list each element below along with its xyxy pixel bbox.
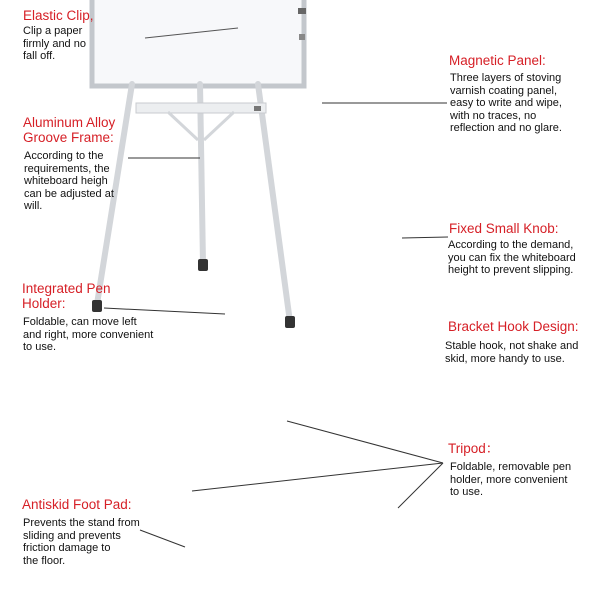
magnetic-panel-title: Magnetic Panel: <box>449 53 546 68</box>
description-line: friction damage to <box>23 542 111 554</box>
description-line: whiteboard heigh <box>24 175 108 187</box>
leader-line-fixed-knob <box>402 237 448 238</box>
leader-line-tripod-a <box>287 421 443 463</box>
description-line: the floor. <box>23 554 66 567</box>
leader-line-pen-holder <box>104 308 225 314</box>
description-line: According to the demand, <box>448 239 574 251</box>
title-line: Aluminum Alloy <box>23 115 116 130</box>
description-line: firmly and no <box>23 37 86 50</box>
tripod-title: Tripod： <box>448 441 500 456</box>
description-line: holder, more convenient <box>450 473 568 486</box>
title-line: Integrated Pen <box>22 281 111 296</box>
description-line: varnish coating panel, <box>450 84 558 97</box>
elastic-clip-description <box>23 25 86 63</box>
description-line: sliding and prevents <box>23 529 121 542</box>
description-line: Clip a paper <box>23 25 83 37</box>
cross-brace-right <box>204 112 234 140</box>
description-line: can be adjusted at <box>24 187 114 200</box>
leader-line-tripod-c <box>398 463 443 508</box>
description-line: will. <box>24 200 43 212</box>
bracket-hook-title: Bracket Hook Design: <box>448 319 579 334</box>
description-line: reflection and no glare. <box>450 122 562 134</box>
description-line: Foldable, removable pen <box>450 461 572 473</box>
fixed-knob-title: Fixed Small Knob: <box>449 221 559 236</box>
description-line: Prevents the stand from <box>23 517 140 529</box>
leader-line-tripod-b <box>192 463 443 491</box>
bracket-knob <box>254 106 261 111</box>
foot-pad-description <box>23 517 140 567</box>
description-line: requirements, the <box>24 162 110 175</box>
description-line: Foldable, can move left <box>23 316 137 328</box>
foot-pad-title: Antiskid Foot Pad: <box>22 497 132 512</box>
tripod-description <box>450 461 571 499</box>
description-line: fall off. <box>23 50 56 62</box>
whiteboard-frame <box>92 0 304 86</box>
foot-pad-center <box>198 259 208 271</box>
description-line: Three layers of stoving <box>450 72 562 84</box>
title-line: Holder: <box>22 296 66 311</box>
board-knob-2 <box>299 34 305 40</box>
description-line: you can fix the whiteboard <box>448 251 576 264</box>
pen-holder-bracket <box>136 103 266 113</box>
front-right-leg <box>258 84 290 322</box>
cross-brace-left <box>168 112 198 140</box>
description-line: to use. <box>23 341 57 353</box>
description-line: height to prevent slipping. <box>448 264 574 276</box>
description-line: Stable hook, not shake and <box>445 340 579 352</box>
board-knob <box>298 8 306 14</box>
pen-holder-title <box>22 281 111 311</box>
bracket-hook-description <box>445 340 578 365</box>
aluminum-frame-description <box>24 150 114 213</box>
leader-line-foot-pad <box>140 530 185 547</box>
magnetic-panel-description <box>450 72 562 135</box>
fixed-knob-description <box>448 239 576 277</box>
foot-pad-right <box>285 316 295 328</box>
aluminum-frame-title <box>23 115 115 145</box>
description-line: with no traces, no <box>450 109 537 122</box>
pen-holder-description <box>23 316 153 354</box>
description-line: According to the <box>24 150 104 162</box>
description-line: and right, more convenient <box>23 328 154 341</box>
elastic-clip-title: Elastic Clip, <box>23 8 94 23</box>
description-line: skid, more handy to use. <box>445 352 565 365</box>
description-line: to use. <box>450 486 484 498</box>
description-line: easy to write and wipe, <box>450 97 562 109</box>
title-line: Groove Frame: <box>23 130 114 145</box>
